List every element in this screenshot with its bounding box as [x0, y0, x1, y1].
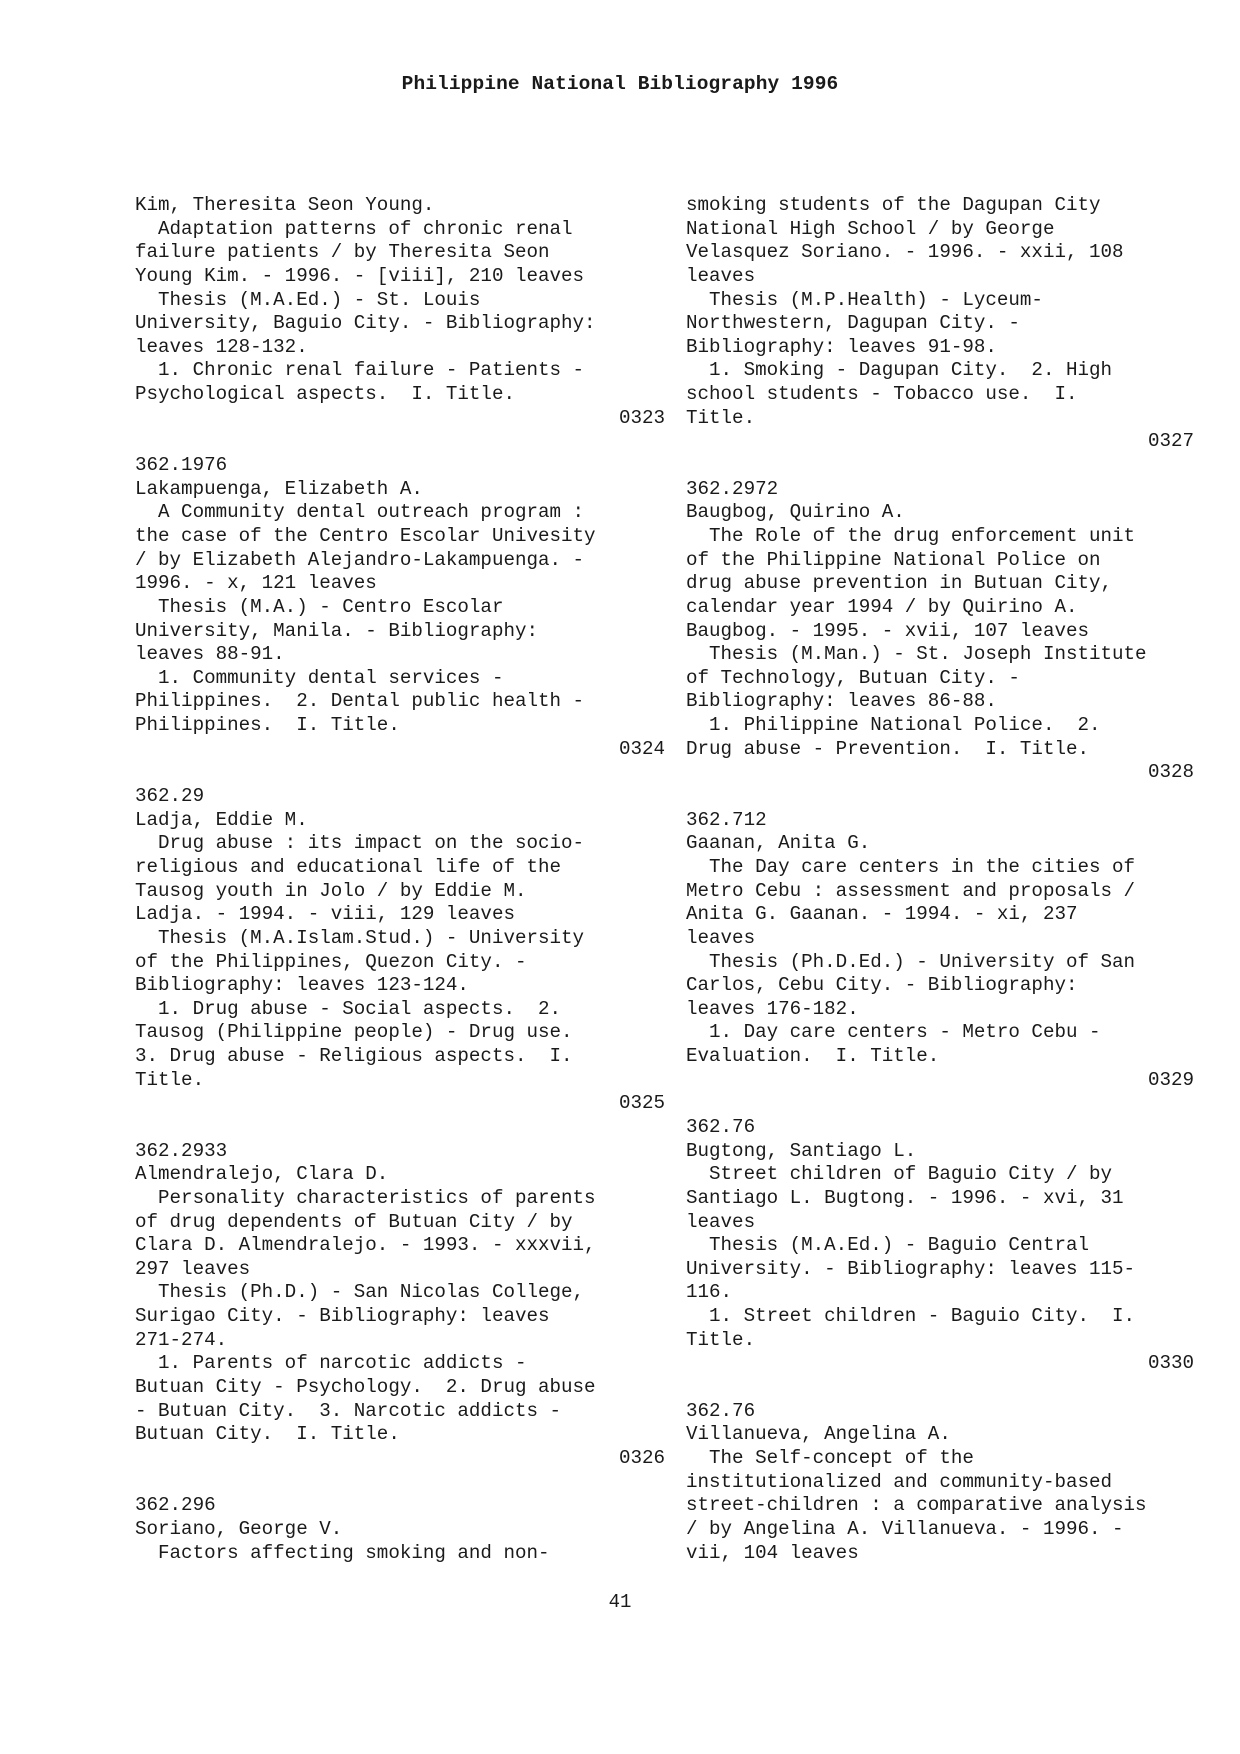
entry-line: leaves 176-182.	[686, 997, 859, 1020]
entry-spacer	[135, 1471, 665, 1495]
entry-line: University, Manila. - Bibliography:	[135, 619, 539, 642]
entry-line: The Role of the drug enforcement unit	[686, 524, 1136, 547]
entry-line: of the Philippine National Police on	[686, 548, 1101, 571]
entry-line: Thesis (M.P.Health) - Lyceum-	[686, 288, 1043, 311]
entry-line: 3. Drug abuse - Religious aspects. I.	[135, 1045, 573, 1068]
entry-line: Thesis (Ph.D.Ed.) - University of San	[686, 950, 1136, 973]
entry-line: Clara D. Almendralejo. - 1993. - xxxvii,	[135, 1234, 596, 1257]
entry-line: Butuan City. I. Title.	[135, 1423, 400, 1446]
entry-line: 362.2972	[686, 477, 779, 500]
entry-line: leaves	[686, 264, 756, 287]
entry-line: failure patients / by Theresita Seon	[135, 241, 550, 264]
entry-line: 1. Street children - Baguio City. I.	[686, 1305, 1136, 1328]
entry-line: Thesis (M.A.Ed.) - St. Louis	[135, 288, 481, 311]
entry-line: Velasquez Soriano. - 1996. - xxii, 108	[686, 241, 1124, 264]
entry-line: Kim, Theresita Seon Young.	[135, 194, 435, 216]
entry-line: leaves	[686, 926, 756, 949]
entry-number: 0323	[618, 406, 665, 429]
entry-line: Carlos, Cebu City. - Bibliography:	[686, 974, 1078, 997]
entry-line: Bugtong, Santiago L.	[686, 1139, 917, 1162]
entry-line: Personality characteristics of parents	[135, 1186, 596, 1209]
entry-line: Thesis (Ph.D.) - San Nicolas College,	[135, 1281, 585, 1304]
entry-line: Baugbog. - 1995. - xvii, 107 leaves	[686, 619, 1090, 642]
entry-spacer	[686, 1092, 1194, 1116]
entry-line: calendar year 1994 / by Quirino A.	[686, 595, 1078, 618]
entry-number: 0328	[1147, 761, 1194, 784]
entry-line: Evaluation. I. Title.	[686, 1045, 940, 1068]
page-title: Philippine National Bibliography 1996	[401, 73, 839, 95]
entry-line: Metro Cebu : assessment and proposals /	[686, 879, 1136, 902]
entry-line: school students - Tobacco use. I.	[686, 383, 1078, 406]
entry-line: Gaanan, Anita G.	[686, 832, 871, 855]
entry-line: Bibliography: leaves 91-98.	[686, 335, 997, 358]
entry-line: Tausog (Philippine people) - Drug use.	[135, 1021, 573, 1044]
entry-line: Lakampuenga, Elizabeth A.	[135, 477, 423, 500]
entry-line: 1. Philippine National Police. 2.	[686, 714, 1101, 737]
entry-line: 116.	[686, 1281, 733, 1304]
entry-line: 362.76	[686, 1115, 756, 1138]
entry-line: Surigao City. - Bibliography: leaves	[135, 1305, 550, 1328]
entry-line: 1996. - x, 121 leaves	[135, 572, 377, 595]
entry-line: Thesis (M.Man.) - St. Joseph Institute	[686, 643, 1147, 666]
entry-line: Almendralejo, Clara D.	[135, 1163, 389, 1186]
entry-line: 1. Chronic renal failure - Patients -	[135, 359, 585, 382]
entry-line: leaves 88-91.	[135, 643, 285, 666]
entry-line: 362.712	[686, 808, 767, 831]
entry-line: leaves	[686, 1210, 756, 1233]
entry-spacer	[686, 454, 1194, 478]
entry-number: 0329	[1147, 1068, 1194, 1091]
entry-line: 1. Parents of narcotic addicts -	[135, 1352, 527, 1375]
entry-line: Soriano, George V.	[135, 1517, 343, 1540]
right-column	[686, 194, 1194, 1565]
entry-line: Thesis (M.A.) - Centro Escolar	[135, 595, 504, 618]
entry-line: Butuan City - Psychology. 2. Drug abuse	[135, 1376, 596, 1399]
entry-spacer	[686, 1376, 1194, 1400]
entry-line: Ladja, Eddie M.	[135, 808, 308, 831]
entry-line: Bibliography: leaves 123-124.	[135, 974, 469, 997]
entry-line: 362.29	[135, 785, 205, 808]
entry-line: University. - Bibliography: leaves 115-	[686, 1257, 1136, 1280]
entry-line: The Self-concept of the	[686, 1446, 974, 1469]
entry-line: Psychological aspects. I. Title.	[135, 383, 515, 406]
entry-line: / by Elizabeth Alejandro-Lakampuenga. -	[135, 548, 585, 571]
entry-line: Bibliography: leaves 86-88.	[686, 690, 997, 713]
entry-line: vii, 104 leaves	[686, 1541, 859, 1564]
entry-line: 271-274.	[135, 1328, 228, 1351]
entry-line: smoking students of the Dagupan City	[686, 194, 1101, 216]
entry-line: Adaptation patterns of chronic renal	[135, 217, 573, 240]
entry-line: Title.	[686, 406, 756, 429]
entry-spacer	[135, 1116, 665, 1140]
entry-line: Ladja. - 1994. - viii, 129 leaves	[135, 903, 515, 926]
entry-spacer	[135, 761, 665, 785]
entry-line: 362.76	[686, 1399, 756, 1422]
entry-line: of Technology, Butuan City. -	[686, 666, 1020, 689]
entry-line: 1. Community dental services -	[135, 666, 504, 689]
entry-line: leaves 128-132.	[135, 335, 308, 358]
entry-line: 362.2933	[135, 1139, 228, 1162]
entry-line: 1. Drug abuse - Social aspects. 2.	[135, 997, 562, 1020]
entry-line: Tausog youth in Jolo / by Eddie M.	[135, 879, 527, 902]
entry-line: Thesis (M.A.Ed.) - Baguio Central	[686, 1234, 1090, 1257]
page-number: 41	[608, 1591, 632, 1613]
entry-line: Drug abuse - Prevention. I. Title.	[686, 737, 1090, 760]
entry-line: A Community dental outreach program :	[135, 501, 585, 524]
entry-line: Northwestern, Dagupan City. -	[686, 312, 1020, 335]
entry-line: institutionalized and community-based	[686, 1470, 1113, 1493]
entry-spacer	[686, 785, 1194, 809]
entry-line: National High School / by George	[686, 217, 1055, 240]
left-column	[135, 194, 665, 1565]
entry-line: / by Angelina A. Villanueva. - 1996. -	[686, 1517, 1124, 1540]
entry-line: 1. Smoking - Dagupan City. 2. High	[686, 359, 1113, 382]
entry-line: Title.	[686, 1328, 756, 1351]
entry-line: Anita G. Gaanan. - 1994. - xi, 237	[686, 903, 1078, 926]
entry-line: street-children : a comparative analysis	[686, 1494, 1147, 1517]
entry-line: 297 leaves	[135, 1257, 251, 1280]
entry-number: 0330	[1147, 1352, 1194, 1375]
entry-line: 362.1976	[135, 454, 228, 477]
entry-number: 0327	[1147, 430, 1194, 453]
entry-line: - Butuan City. 3. Narcotic addicts -	[135, 1399, 562, 1422]
entry-line: Young Kim. - 1996. - [viii], 210 leaves	[135, 264, 585, 287]
entry-line: the case of the Centro Escolar Univesity	[135, 524, 596, 547]
entry-line: Street children of Baguio City / by	[686, 1163, 1113, 1186]
entry-line: Philippines. I. Title.	[135, 714, 400, 737]
entry-line: of the Philippines, Quezon City. -	[135, 950, 527, 973]
entry-number: 0326	[618, 1446, 665, 1469]
entry-line: Drug abuse : its impact on the socio-	[135, 832, 585, 855]
entry-line: Factors affecting smoking and non-	[135, 1541, 550, 1564]
entry-line: 362.296	[135, 1494, 216, 1517]
entry-line: drug abuse prevention in Butuan City,	[686, 572, 1113, 595]
entry-line: Title.	[135, 1068, 205, 1091]
entry-line: Philippines. 2. Dental public health -	[135, 690, 585, 713]
entry-number: 0324	[618, 737, 665, 760]
entry-line: religious and educational life of the	[135, 855, 562, 878]
entry-number: 0325	[618, 1092, 665, 1115]
entry-line: of drug dependents of Butuan City / by	[135, 1210, 573, 1233]
entry-line: Baugbog, Quirino A.	[686, 501, 905, 524]
entry-line: University, Baguio City. - Bibliography:	[135, 312, 596, 335]
entry-line: The Day care centers in the cities of	[686, 855, 1136, 878]
entry-line: 1. Day care centers - Metro Cebu -	[686, 1021, 1101, 1044]
entry-line: Villanueva, Angelina A.	[686, 1423, 951, 1446]
entry-line: Santiago L. Bugtong. - 1996. - xvi, 31	[686, 1186, 1124, 1209]
entry-line: Thesis (M.A.Islam.Stud.) - University	[135, 926, 585, 949]
entry-spacer	[135, 430, 665, 454]
